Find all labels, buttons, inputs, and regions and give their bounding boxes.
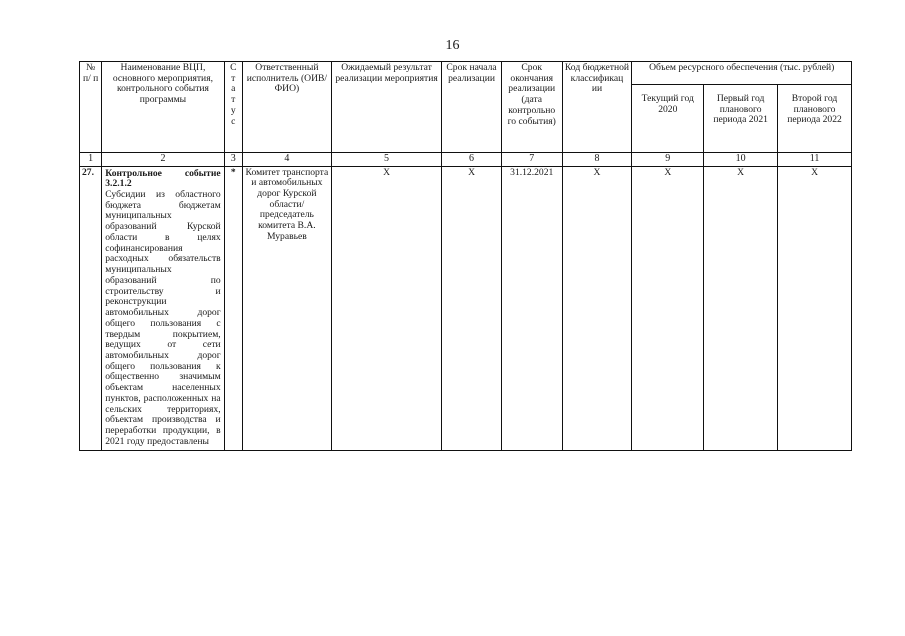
status-mark: *: [224, 166, 242, 450]
column-number: 6: [442, 153, 502, 167]
header-funding-group: Объем ресурсного обеспечения (тыс. рублей): [632, 62, 852, 85]
header-name: Наименование ВЦП, основного мероприятия, контрольного события программы: [102, 62, 224, 153]
header-result: Ожидаемый результат реализации мероприятия: [331, 62, 441, 153]
column-number: 8: [562, 153, 632, 167]
header-start: Срок начала реализации: [442, 62, 502, 153]
plan-year-1-cell: X: [704, 166, 778, 450]
column-number: 9: [632, 153, 704, 167]
header-plan-year-2: Второй год планового периода 2022: [778, 85, 852, 153]
header-current-year: Текущий год 2020: [632, 85, 704, 153]
header-num: № п/ п: [80, 62, 102, 153]
column-number: 5: [331, 153, 441, 167]
header-row-top: [80, 62, 852, 85]
header-plan-year-1: Первый год планового периода 2021: [704, 85, 778, 153]
event-title: Контрольное событие 3.2.1.2: [105, 167, 221, 190]
header-status: С т а т у с: [224, 62, 242, 153]
column-number: 7: [501, 153, 562, 167]
column-number: 2: [102, 153, 224, 167]
header-budget-code: Код бюджетной классификац ии: [562, 62, 632, 153]
budget-code-cell: X: [562, 166, 632, 450]
end-date-cell: 31.12.2021: [501, 166, 562, 450]
result-cell: X: [331, 166, 441, 450]
column-number: 11: [778, 153, 852, 167]
program-plan-table: [79, 61, 852, 451]
row-number: 27.: [80, 166, 102, 450]
header-executor: Ответственный исполнитель (ОИВ/ФИО): [242, 62, 331, 153]
event-description: [102, 166, 224, 450]
page-number: 16: [445, 38, 460, 53]
column-number: 4: [242, 153, 331, 167]
column-number: 1: [80, 153, 102, 167]
header-end: Срок окончания реализации (дата контрольно го события): [501, 62, 562, 153]
start-cell: X: [442, 166, 502, 450]
event-body: Субсидии из областного бюджета бюджетам муниципальных образований Курской области в целях софинансирования расходных обязательств муниципальных образований по строительству и реконструкции автомобильных дорог общего пользования с твердым покрытием, ведущих от сети автомобильных дорог общего пользования к общественно значимым объектам населенных пунктов, расположенных на сельских территориях, объектам производства и переработки продукции, в 2021 году предоставлены: [105, 188, 221, 447]
column-number: 3: [224, 153, 242, 167]
table-row: [80, 166, 852, 450]
plan-year-2-cell: X: [778, 166, 852, 450]
executor-cell: Комитет транспорта и автомобильных дорог Курской области/ председатель комитета В.А. Муравьев: [242, 166, 331, 450]
column-number-row: [80, 153, 852, 167]
column-number: 10: [704, 153, 778, 167]
current-year-cell: X: [632, 166, 704, 450]
